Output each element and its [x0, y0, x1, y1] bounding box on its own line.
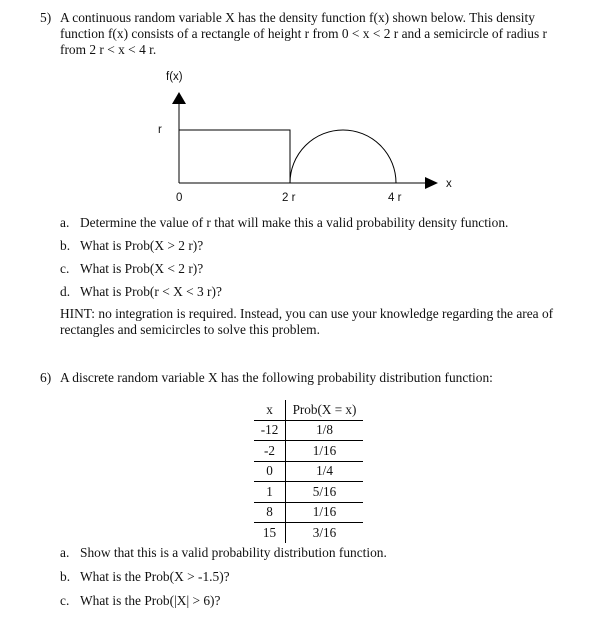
tick-label-4r: 4 r: [388, 192, 402, 204]
question-5-part-a: a. Determine the value of r that will make this a valid probability density function.: [60, 215, 509, 230]
header-prob: Prob(X = x): [292, 401, 357, 417]
question-5-line-3: from 2 r < x < 4 r.: [60, 42, 157, 57]
question-6-part-c: c. What is the Prob(|X| > 6)?: [60, 593, 221, 608]
question-6-text: A discrete random variable X has the following probability distribution function:: [60, 370, 493, 385]
rectangle-shape: [179, 130, 290, 183]
question-6-part-b: b. What is the Prob(X > -1.5)?: [60, 569, 230, 584]
question-5-line-2: function f(x) consists of a rectangle of height r from 0 < x < 2 r and a semicircle of radius r: [60, 26, 547, 41]
x-axis-arrow-icon: [425, 177, 438, 189]
question-5-hint: [60, 306, 553, 338]
density-graph: [0, 0, 615, 215]
semicircle-shape: [290, 130, 396, 183]
table-row: -12 1/8: [254, 420, 363, 441]
x-axis-label: x: [446, 178, 452, 190]
table-row: 0 1/4: [254, 461, 363, 482]
hint-line-1: HINT: no integration is required. Instead, you can use your knowledge regarding the area of: [60, 306, 554, 321]
question-5-part-d: d. What is Prob(r < X < 3 r)?: [60, 284, 222, 299]
y-axis-arrow-icon: [172, 92, 186, 104]
tick-label-0: 0: [176, 192, 183, 204]
question-5-line-1: A continuous random variable X has the density function f(x) shown below. This density: [60, 10, 535, 25]
tick-label-2r: 2 r: [282, 192, 296, 204]
hint-line-2: rectangles and semicircles to solve this problem.: [60, 322, 320, 337]
question-6-part-a: a. Show that this is a valid probability distribution function.: [60, 545, 387, 560]
table-row: 1 5/16: [254, 482, 363, 503]
probability-table: [254, 400, 363, 543]
table-row: -2 1/16: [254, 441, 363, 462]
table-row: 15 3/16: [254, 523, 363, 543]
question-5-part-b: b. What is Prob(X > 2 r)?: [60, 238, 204, 253]
question-5-part-c: c. What is Prob(X < 2 r)?: [60, 261, 204, 276]
question-6-number: 6): [40, 370, 52, 385]
y-axis-label: f(x): [166, 71, 183, 83]
table-row: 8 1/16: [254, 502, 363, 523]
height-label: r: [158, 124, 162, 136]
header-x: x: [254, 400, 286, 420]
question-5-number: 5): [40, 10, 52, 25]
table-header-row: [254, 400, 363, 420]
